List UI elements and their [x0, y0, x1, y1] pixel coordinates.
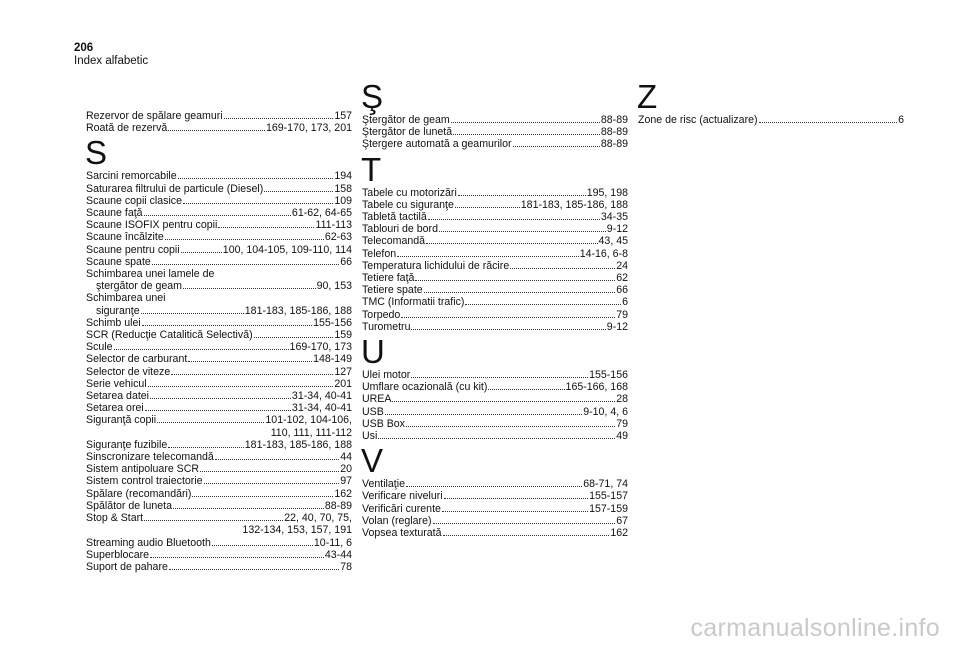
entry-term: Ştergător de geam [362, 114, 450, 126]
index-entry [362, 138, 628, 150]
index-entry [638, 114, 904, 126]
entry-pages: 162 [610, 527, 628, 540]
entry-pages: 24 [616, 259, 628, 272]
entry-pages: 165-166, 168 [565, 381, 628, 394]
index-entry [86, 439, 352, 451]
entry-term: Torpedo [362, 308, 401, 321]
dot-leader [114, 349, 289, 350]
index-entry [86, 305, 352, 317]
dot-leader [378, 438, 615, 439]
entry-term: Suport de pahare [86, 560, 168, 573]
entry-term: Ştergător de lunetă [362, 126, 453, 139]
entry-pages: 155-156 [589, 369, 628, 382]
entry-pages: 158 [334, 182, 352, 195]
dot-leader [144, 215, 291, 216]
entry-pages: 88-89 [600, 126, 628, 139]
page-title: Index alfabetic [74, 55, 149, 67]
entry-pages: 6 [898, 114, 904, 126]
entry-term: Umflare ocazională (cu kit) [362, 381, 488, 394]
entry-pages-continued: 110, 111, 111-112 [270, 426, 352, 439]
entry-term: Telefon [362, 247, 397, 260]
dot-leader [218, 227, 314, 228]
dot-leader [204, 483, 340, 484]
entry-pages: 162 [334, 487, 352, 500]
entry-term: TMC (Informatii trafic) [362, 296, 465, 309]
entry-pages: 31-34, 40-41 [291, 390, 352, 403]
dot-leader [181, 252, 222, 253]
entry-pages: 34-35 [600, 211, 628, 224]
dot-leader [165, 239, 324, 240]
entry-pages: 100, 104-105, 109-110, 114 [222, 243, 352, 256]
index-entry [362, 296, 628, 308]
index-entry [362, 393, 628, 405]
dot-leader [212, 545, 313, 546]
entry-pages: 78 [340, 560, 352, 573]
index-entry [86, 463, 352, 475]
index-entry [86, 390, 352, 402]
section-letter: U [361, 333, 385, 371]
entry-pages: 43, 45 [598, 235, 628, 248]
entry-term: Scule [86, 341, 113, 354]
dot-leader [183, 203, 333, 204]
index-entry [86, 366, 352, 378]
entry-pages: 68-71, 74 [583, 478, 628, 491]
entry-pages: 44 [340, 451, 352, 464]
entry-pages: 159 [334, 329, 352, 342]
dot-leader [200, 471, 339, 472]
entry-term: SCR (Reducţie Catalitică Selectivă) [86, 329, 253, 342]
entry-term: Scaune copii clasice [86, 194, 182, 207]
index-entry [362, 235, 628, 247]
index-entry [86, 219, 352, 231]
watermark: carmanualsonline.info [690, 614, 940, 642]
dot-leader [433, 523, 616, 524]
index-entry [86, 353, 352, 365]
section-letter: Z [637, 78, 658, 115]
entry-pages: 169-170, 173 [289, 341, 352, 354]
dot-leader [171, 374, 333, 375]
section-letter: T [361, 150, 382, 188]
entry-term: Scaune faţă [86, 207, 143, 220]
index-entry [362, 126, 628, 138]
index-entry [362, 503, 628, 515]
section-letter: S [85, 134, 108, 172]
entry-term: Siguranţe fuzibile [86, 438, 168, 451]
entry-term: Scaune ISOFIX pentru copii [86, 219, 218, 232]
index-entry [362, 199, 628, 211]
entry-pages: 88-89 [600, 114, 628, 126]
dot-leader [428, 219, 600, 220]
index-entry [362, 114, 628, 126]
entry-pages: 6 [622, 296, 628, 309]
dot-leader [401, 317, 615, 318]
dot-leader [443, 535, 610, 536]
entry-pages: 111-113 [315, 219, 352, 232]
entry-pages: 181-183, 185-186, 188 [520, 198, 628, 211]
entry-pages: 157-159 [589, 502, 628, 515]
index-entry [362, 406, 628, 418]
entry-term: Temperatura lichidului de răcire [362, 259, 510, 272]
entry-pages: 90, 153 [316, 280, 352, 293]
entry-pages: 61-62, 64-65 [291, 207, 352, 220]
entry-term: ştergător de geam [96, 280, 182, 293]
dot-leader [406, 486, 582, 487]
entry-pages: 22, 40, 70, 75, [284, 512, 352, 525]
index-entry [362, 430, 628, 442]
dot-leader [144, 520, 283, 521]
index-entry [362, 187, 628, 199]
index-entry [362, 490, 628, 502]
entry-term: Ştergere automată a geamurilor [362, 138, 512, 151]
index-entry [86, 244, 352, 256]
index-column-3 [638, 78, 904, 126]
entry-term: Telecomandă [362, 235, 426, 248]
index-entry [86, 280, 352, 292]
index-entry [362, 418, 628, 430]
index-column-1 [86, 110, 352, 573]
dot-leader [465, 304, 621, 305]
dot-leader [148, 386, 334, 387]
dot-leader [168, 130, 265, 131]
entry-pages: 66 [340, 255, 352, 268]
dot-leader [397, 256, 579, 257]
index-entry [86, 195, 352, 207]
dot-leader [150, 398, 291, 399]
dot-leader [442, 511, 588, 512]
index-entry [362, 309, 628, 321]
entry-term: Zone de risc (actualizare) [638, 114, 758, 126]
index-entry [362, 211, 628, 223]
entry-term: Sistem control traiectorie [86, 475, 203, 488]
dot-leader [157, 422, 264, 423]
entry-term: Stop & Start [86, 512, 144, 525]
entry-term: Setarea datei [86, 390, 150, 403]
entry-term: USB [362, 405, 384, 418]
index-entry [86, 122, 352, 134]
dot-leader [759, 122, 898, 123]
dot-leader [513, 146, 600, 147]
index-entry [86, 402, 352, 414]
entry-term: Spălare (recomandări) [86, 487, 192, 500]
entry-pages: 66 [616, 284, 628, 297]
entry-pages: 169-170, 173, 201 [265, 122, 352, 135]
dot-leader [254, 337, 334, 338]
index-entry [362, 321, 628, 333]
entry-term: Scaune pentru copii [86, 243, 180, 256]
dot-leader [406, 426, 615, 427]
entry-term: USB Box [362, 417, 405, 430]
entry-term: Setarea orei [86, 402, 144, 415]
dot-leader [458, 195, 586, 196]
entry-term: Saturarea filtrului de particule (Diesel) [86, 182, 264, 195]
index-entry [86, 537, 352, 549]
entry-pages: 88-89 [324, 499, 352, 512]
index-entry [86, 170, 352, 182]
entry-term: Rezervor de spălare geamuri [86, 110, 223, 122]
index-entry [362, 478, 628, 490]
index-entry [86, 451, 352, 463]
entry-term: Tablouri de bord [362, 223, 438, 236]
dot-leader [510, 268, 615, 269]
index-entry [362, 369, 628, 381]
index-entry [362, 381, 628, 393]
entry-pages: 79 [616, 417, 628, 430]
entry-term: Ventilaţie [362, 478, 405, 491]
dot-leader [215, 459, 339, 460]
entry-term: Sistem antipoluare SCR [86, 463, 200, 476]
entry-pages: 9-12 [606, 223, 628, 236]
entry-pages: 201 [334, 377, 352, 390]
entry-term: Usi [362, 430, 378, 443]
entry-pages: 148-149 [313, 353, 352, 366]
page-number: 206 [74, 42, 94, 54]
dot-leader [392, 401, 615, 402]
entry-term: Scaune încălzite [86, 231, 164, 244]
index-entry [86, 488, 352, 500]
dot-leader [183, 288, 316, 289]
entry-term: Verificare niveluri [362, 490, 443, 503]
entry-pages: 62 [616, 272, 628, 285]
index-entry [86, 256, 352, 268]
index-entry [86, 549, 352, 561]
entry-term: Tabletă tactilă [362, 211, 427, 224]
index-entry [86, 500, 352, 512]
dot-leader [424, 292, 616, 293]
dot-leader [488, 389, 564, 390]
entry-term: siguranţe [96, 304, 140, 317]
entry-term: Schimb ulei [86, 316, 141, 329]
dot-leader [455, 207, 520, 208]
entry-pages: 181-183, 185-186, 188 [244, 438, 352, 451]
index-entry [362, 260, 628, 272]
index-entry [86, 414, 352, 426]
section-letter: Ş [361, 78, 384, 115]
entry-pages: 49 [616, 430, 628, 443]
dot-leader [178, 178, 334, 179]
dot-leader [415, 280, 615, 281]
entry-pages: 101-102, 104-106, [265, 414, 352, 427]
dot-leader [439, 231, 606, 232]
dot-leader [188, 361, 312, 362]
entry-pages: 127 [334, 365, 352, 378]
index-entry [86, 231, 352, 243]
dot-leader [141, 313, 244, 314]
dot-leader [173, 508, 324, 509]
entry-term: Siguranţă copii [86, 414, 157, 427]
dot-leader [145, 410, 291, 411]
dot-leader [168, 447, 244, 448]
entry-term: Serie vehicul [86, 377, 147, 390]
index-entry [362, 284, 628, 296]
entry-pages: 28 [616, 393, 628, 406]
index-entry [86, 561, 352, 573]
entry-pages: 9-10, 4, 6 [583, 405, 628, 418]
entry-pages: 31-34, 40-41 [291, 402, 352, 415]
entry-term: Streaming audio Bluetooth [86, 536, 211, 549]
index-entry [86, 207, 352, 219]
dot-leader [142, 325, 312, 326]
entry-pages: 155-156 [313, 316, 352, 329]
dot-leader [411, 377, 588, 378]
index-entry [362, 223, 628, 235]
index-entry [86, 292, 352, 304]
dot-leader [192, 496, 333, 497]
entry-pages: 97 [340, 475, 352, 488]
entry-term: Turometru [362, 320, 411, 333]
entry-term: Scaune spate [86, 255, 151, 268]
index-entry [362, 527, 628, 539]
index-entry [86, 183, 352, 195]
entry-term: Vopsea texturată [362, 527, 442, 540]
index-entry [86, 512, 352, 524]
entry-pages-continued: 132-134, 153, 157, 191 [242, 524, 352, 537]
index-entry [362, 248, 628, 260]
entry-term: Tetiere spate [362, 284, 423, 297]
dot-leader [169, 569, 339, 570]
index-column-2 [362, 78, 628, 539]
entry-term: Verificări curente [362, 502, 441, 515]
entry-pages: 195, 198 [586, 186, 628, 199]
entry-term: Tabele cu motorizări [362, 186, 457, 199]
entry-term: Sarcini remorcabile [86, 170, 177, 183]
dot-leader [385, 414, 582, 415]
entry-term: Ulei motor [362, 369, 411, 382]
entry-pages: 14-16, 6-8 [579, 247, 628, 260]
index-entry [86, 268, 352, 280]
entry-term: Selector de carburant [86, 353, 188, 366]
dot-leader [150, 557, 324, 558]
dot-leader [453, 134, 600, 135]
section-letter: V [361, 442, 384, 480]
entry-term: Roată de rezervă [86, 122, 168, 135]
dot-leader [451, 122, 600, 123]
entry-term: Spălător de luneta [86, 499, 172, 512]
entry-term: Sinscronizare telecomandă [86, 451, 214, 464]
entry-pages: 10-11, 6 [313, 536, 352, 549]
entry-term: Tetiere faţă [362, 272, 415, 285]
entry-term: Schimbarea unei [86, 292, 166, 305]
index-entry [86, 110, 352, 122]
index-entry [362, 272, 628, 284]
entry-pages: 43-44 [324, 548, 352, 561]
index-entry [86, 475, 352, 487]
entry-pages: 67 [616, 514, 628, 527]
dot-leader [426, 243, 598, 244]
index-entry [86, 329, 352, 341]
entry-pages: 88-89 [600, 138, 628, 151]
dot-leader [444, 498, 588, 499]
index-entry [86, 317, 352, 329]
entry-term: Tabele cu siguranţe [362, 198, 454, 211]
dot-leader [152, 264, 339, 265]
dot-leader [411, 329, 605, 330]
index-entry [86, 378, 352, 390]
entry-pages: 79 [616, 308, 628, 321]
entry-pages: 157 [334, 110, 352, 122]
entry-pages: 194 [334, 170, 352, 183]
index-entry [362, 515, 628, 527]
dot-leader [224, 118, 334, 119]
entry-term: Superblocare [86, 548, 150, 561]
entry-pages: 9-12 [606, 320, 628, 333]
entry-pages: 20 [340, 463, 352, 476]
index-entry [86, 341, 352, 353]
entry-term: Volan (reglare) [362, 514, 432, 527]
dot-leader [264, 191, 333, 192]
entry-pages: 181-183, 185-186, 188 [244, 304, 352, 317]
entry-pages: 109 [334, 194, 352, 207]
entry-pages: 62-63 [324, 231, 352, 244]
entry-term: Schimbarea unei lamele de [86, 268, 215, 281]
entry-pages: 155-157 [589, 490, 628, 503]
entry-term: UREA [362, 393, 392, 406]
entry-term: Selector de viteze [86, 365, 171, 378]
